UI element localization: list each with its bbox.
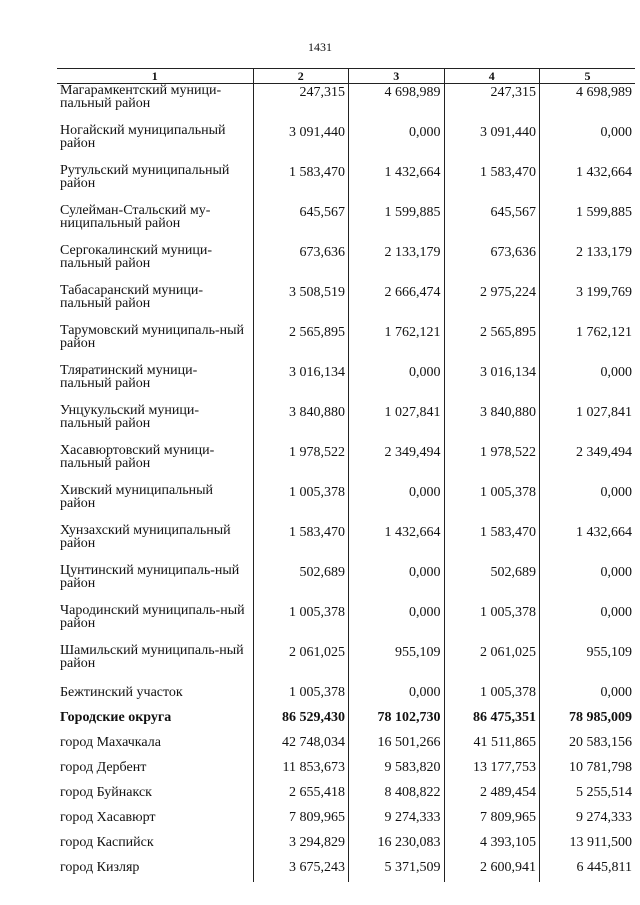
value-cell-col5: 1 762,121 — [540, 324, 636, 364]
value-cell-col5: 0,000 — [540, 684, 636, 709]
value-cell-col3: 1 762,121 — [349, 324, 445, 364]
value-cell-col5: 4 698,989 — [540, 84, 636, 125]
value-cell-col4: 3 016,134 — [444, 364, 540, 404]
table-row — [57, 684, 635, 709]
value-cell-col4: 247,315 — [444, 84, 540, 125]
value-cell-col5: 0,000 — [540, 124, 636, 164]
table-row — [57, 834, 635, 859]
row-name-cell: город Кизляр — [60, 860, 140, 875]
value-cell-col3: 1 432,664 — [349, 524, 445, 564]
value-cell-col5: 955,109 — [540, 644, 636, 684]
row-name-cell: Хивский муниципальный район — [60, 483, 214, 511]
value-cell-col4: 502,689 — [444, 564, 540, 604]
value-cell-col4: 2 565,895 — [444, 324, 540, 364]
row-name-cell: Цунтинский муниципаль-ный район — [60, 563, 240, 591]
table-row — [57, 204, 635, 244]
column-header-2: 2 — [253, 69, 349, 84]
value-cell-col2: 3 091,440 — [253, 124, 349, 164]
value-cell-col3: 9 274,333 — [349, 809, 445, 834]
value-cell-col4: 1 978,522 — [444, 444, 540, 484]
value-cell-col4: 1 583,470 — [444, 524, 540, 564]
value-cell-col3: 2 666,474 — [349, 284, 445, 324]
budget-table — [57, 68, 635, 882]
value-cell-col3: 0,000 — [349, 564, 445, 604]
value-cell-col2: 1 005,378 — [253, 484, 349, 524]
value-cell-col5: 1 599,885 — [540, 204, 636, 244]
value-cell-col2: 7 809,965 — [253, 809, 349, 834]
value-cell-col3: 1 432,664 — [349, 164, 445, 204]
table-row — [57, 604, 635, 644]
value-cell-col3: 0,000 — [349, 604, 445, 644]
value-cell-col3: 0,000 — [349, 684, 445, 709]
row-name-cell: город Махачкала — [60, 735, 161, 750]
value-cell-col3: 0,000 — [349, 364, 445, 404]
value-cell-col3: 4 698,989 — [349, 84, 445, 125]
value-cell-col3: 16 230,083 — [349, 834, 445, 859]
row-name-cell: Тляратинский муници-пальный район — [60, 363, 198, 391]
value-cell-col2: 673,636 — [253, 244, 349, 284]
value-cell-col2: 1 583,470 — [253, 524, 349, 564]
table-row — [57, 84, 635, 125]
page-number: 1431 — [308, 40, 332, 54]
table-row — [57, 164, 635, 204]
value-cell-col2: 247,315 — [253, 84, 349, 125]
value-cell-col5: 1 432,664 — [540, 164, 636, 204]
value-cell-col4: 1 583,470 — [444, 164, 540, 204]
row-name-cell: Хасавюртовский муници-пальный район — [60, 443, 215, 471]
value-cell-col5: 6 445,811 — [540, 859, 636, 882]
value-cell-col4: 2 600,941 — [444, 859, 540, 882]
value-cell-col5: 78 985,009 — [540, 709, 636, 734]
value-cell-col4: 2 489,454 — [444, 784, 540, 809]
row-name-cell: Ногайский муниципальный район — [60, 123, 226, 151]
value-cell-col5: 0,000 — [540, 364, 636, 404]
table-row — [57, 859, 635, 882]
table-row — [57, 284, 635, 324]
value-cell-col3: 5 371,509 — [349, 859, 445, 882]
value-cell-col4: 4 393,105 — [444, 834, 540, 859]
table-row — [57, 364, 635, 404]
value-cell-col2: 1 005,378 — [253, 684, 349, 709]
column-header-5: 5 — [540, 69, 636, 84]
value-cell-col4: 86 475,351 — [444, 709, 540, 734]
table-row — [57, 484, 635, 524]
value-cell-col2: 86 529,430 — [253, 709, 349, 734]
table-row — [57, 324, 635, 364]
row-name-cell: Шамильский муниципаль-ный район — [60, 643, 244, 671]
row-name-cell: город Каспийск — [60, 835, 154, 850]
value-cell-col3: 1 599,885 — [349, 204, 445, 244]
value-cell-col3: 9 583,820 — [349, 759, 445, 784]
value-cell-col2: 1 005,378 — [253, 604, 349, 644]
column-header-4: 4 — [444, 69, 540, 84]
value-cell-col4: 645,567 — [444, 204, 540, 244]
value-cell-col4: 41 511,865 — [444, 734, 540, 759]
column-header-3: 3 — [349, 69, 445, 84]
value-cell-col2: 3 675,243 — [253, 859, 349, 882]
value-cell-col2: 2 655,418 — [253, 784, 349, 809]
table-row — [57, 564, 635, 604]
row-name-cell: город Буйнакск — [60, 785, 152, 800]
value-cell-col2: 645,567 — [253, 204, 349, 244]
value-cell-col3: 1 027,841 — [349, 404, 445, 444]
row-name-cell: Сергокалинский муници-пальный район — [60, 243, 213, 271]
value-cell-col4: 3 091,440 — [444, 124, 540, 164]
value-cell-col5: 20 583,156 — [540, 734, 636, 759]
value-cell-col5: 10 781,798 — [540, 759, 636, 784]
row-name-cell: Табасаранский муници-пальный район — [60, 283, 204, 311]
value-cell-col3: 955,109 — [349, 644, 445, 684]
value-cell-col2: 502,689 — [253, 564, 349, 604]
value-cell-col4: 2 975,224 — [444, 284, 540, 324]
value-cell-col5: 0,000 — [540, 564, 636, 604]
row-name-cell: Рутульский муниципальный район — [60, 163, 230, 191]
table-row — [57, 644, 635, 684]
row-name-cell: город Хасавюрт — [60, 810, 156, 825]
table-row — [57, 734, 635, 759]
value-cell-col5: 1 432,664 — [540, 524, 636, 564]
value-cell-col5: 2 133,179 — [540, 244, 636, 284]
column-header-1: 1 — [57, 69, 253, 84]
value-cell-col3: 2 349,494 — [349, 444, 445, 484]
value-cell-col3: 16 501,266 — [349, 734, 445, 759]
table-row — [57, 444, 635, 484]
value-cell-col3: 0,000 — [349, 484, 445, 524]
table-body — [57, 84, 635, 883]
value-cell-col2: 1 583,470 — [253, 164, 349, 204]
value-cell-col4: 13 177,753 — [444, 759, 540, 784]
table-row — [57, 784, 635, 809]
table-row — [57, 524, 635, 564]
row-name-cell: Магарамкентский муници-пальный район — [60, 83, 222, 111]
table-row — [57, 124, 635, 164]
table-row — [57, 809, 635, 834]
row-name-cell: город Дербент — [60, 760, 147, 775]
value-cell-col4: 673,636 — [444, 244, 540, 284]
table-row-total — [57, 709, 635, 734]
row-name-cell: Унцукульский муници-пальный район — [60, 403, 200, 431]
value-cell-col2: 3 294,829 — [253, 834, 349, 859]
value-cell-col2: 2 061,025 — [253, 644, 349, 684]
value-cell-col2: 42 748,034 — [253, 734, 349, 759]
value-cell-col2: 3 840,880 — [253, 404, 349, 444]
value-cell-col5: 9 274,333 — [540, 809, 636, 834]
value-cell-col4: 2 061,025 — [444, 644, 540, 684]
value-cell-col3: 2 133,179 — [349, 244, 445, 284]
table-row — [57, 244, 635, 284]
value-cell-col5: 5 255,514 — [540, 784, 636, 809]
value-cell-col5: 2 349,494 — [540, 444, 636, 484]
value-cell-col5: 13 911,500 — [540, 834, 636, 859]
row-name-cell: Тарумовский муниципаль-ный район — [60, 323, 245, 351]
value-cell-col3: 8 408,822 — [349, 784, 445, 809]
row-name-cell: Чародинский муниципаль-ный район — [60, 603, 245, 631]
table-header-row — [57, 69, 635, 84]
value-cell-col4: 1 005,378 — [444, 684, 540, 709]
table-row — [57, 759, 635, 784]
value-cell-col2: 2 565,895 — [253, 324, 349, 364]
value-cell-col2: 11 853,673 — [253, 759, 349, 784]
value-cell-col3: 78 102,730 — [349, 709, 445, 734]
row-name-cell: Городские округа — [60, 710, 172, 725]
row-name-cell: Хунзахский муниципальный район — [60, 523, 231, 551]
value-cell-col4: 1 005,378 — [444, 484, 540, 524]
value-cell-col2: 3 508,519 — [253, 284, 349, 324]
value-cell-col3: 0,000 — [349, 124, 445, 164]
row-name-cell: Сулейман-Стальский му-ниципальный район — [60, 203, 211, 231]
value-cell-col4: 3 840,880 — [444, 404, 540, 444]
value-cell-col2: 3 016,134 — [253, 364, 349, 404]
value-cell-col5: 0,000 — [540, 604, 636, 644]
value-cell-col4: 1 005,378 — [444, 604, 540, 644]
value-cell-col4: 7 809,965 — [444, 809, 540, 834]
table-row — [57, 404, 635, 444]
value-cell-col5: 1 027,841 — [540, 404, 636, 444]
value-cell-col5: 3 199,769 — [540, 284, 636, 324]
value-cell-col2: 1 978,522 — [253, 444, 349, 484]
value-cell-col5: 0,000 — [540, 484, 636, 524]
row-name-cell: Бежтинский участок — [60, 685, 183, 700]
